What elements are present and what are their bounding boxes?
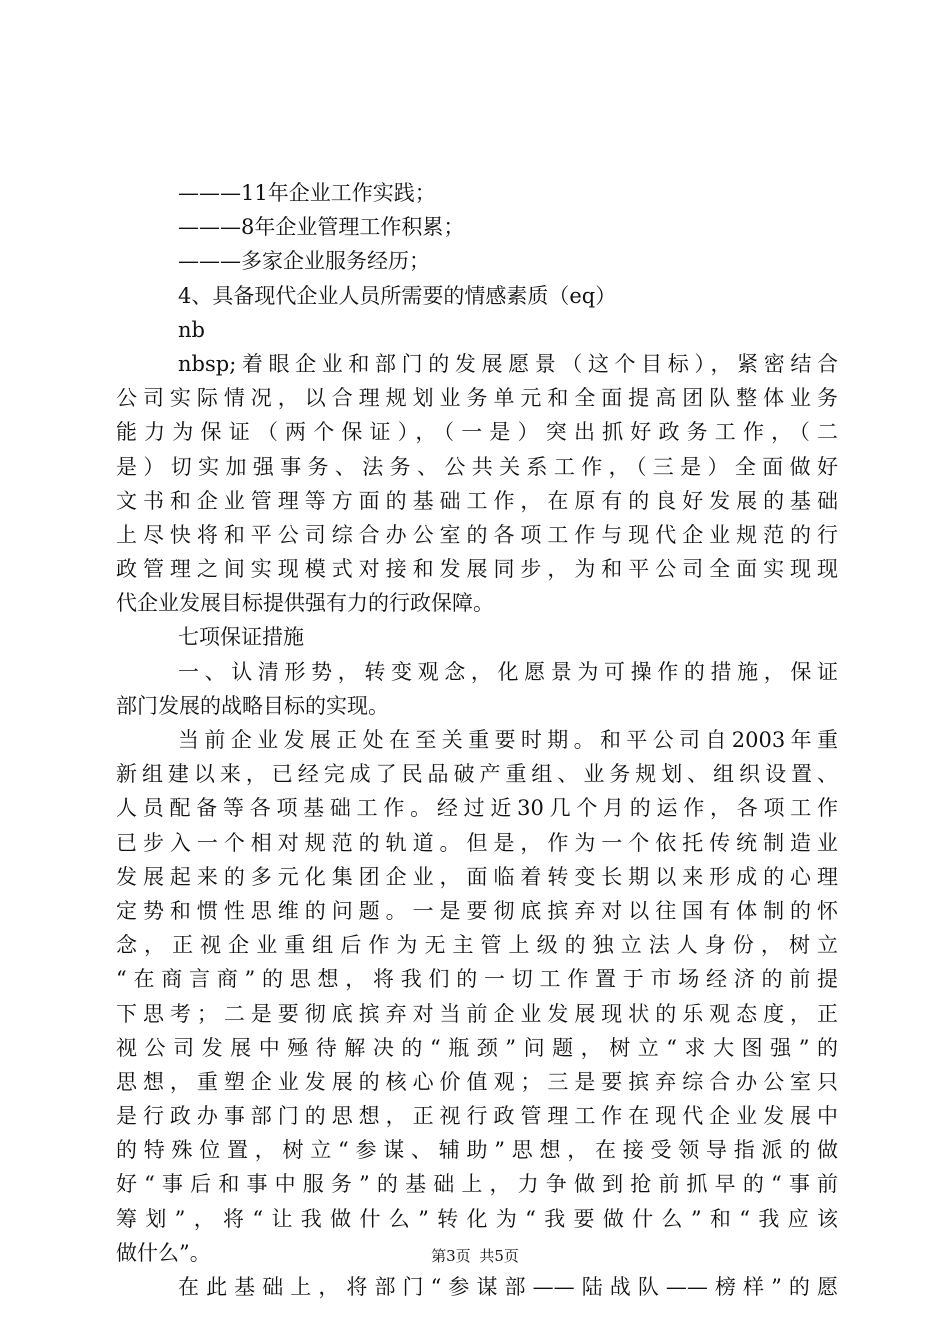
text-line: 人员配备等各项基础工作。经过近30几个月的运作，各项工作 (116, 796, 838, 821)
text-line: 是）切实加强事务、法务、公共关系工作，（三是）全面做好 (116, 454, 838, 479)
page-total: 共5页 (479, 1247, 519, 1265)
document-body (116, 176, 838, 1304)
text-line: 4、具备现代企业人员所需要的情感素质（eq） (178, 283, 617, 308)
text-line: ———11年企业工作实践； (178, 181, 436, 205)
text-line: 政管理之间实现模式对接和发展同步，为和平公司全面实现现 (116, 557, 838, 582)
text-line: 做什么”。 (116, 1240, 211, 1265)
page-number: 第3页 (431, 1247, 471, 1265)
text-line: 当前企业发展正处在至关重要时期。和平公司自2003年重 (178, 728, 838, 752)
text-line: 在此基础上，将部门“参谋部——陆战队——榜样”的愿 (178, 1275, 838, 1299)
text-line: ———8年企业管理工作积累； (178, 215, 465, 240)
text-line: 下思考；二是要彻底摈弃对当前企业发展现状的乐观态度，正 (116, 1001, 838, 1026)
text-line: 能力为保证（两个保证），（一是）突出抓好政务工作，（二 (116, 420, 838, 445)
text-line: 好“事后和事中服务”的基础上，力争做到抢前抓早的“事前 (116, 1172, 838, 1197)
text-line: 念，正视企业重组后作为无主管上级的独立法人身份，树立 (116, 933, 838, 958)
text-line: 的特殊位置，树立“参谋、辅助”思想，在接受领导指派的做 (116, 1138, 838, 1163)
text-line: 一、认清形势，转变观念，化愿景为可操作的措施，保证 (178, 659, 838, 684)
text-line: 思想，重塑企业发展的核心价值观；三是要摈弃综合办公室只 (116, 1069, 838, 1094)
text-line: nb (178, 317, 205, 342)
text-line: ———多家企业服务经历； (178, 249, 430, 274)
text-line: 新组建以来，已经完成了民品破产重组、业务规划、组织设置、 (116, 762, 838, 787)
text-line: 代企业发展目标提供强有力的行政保障。 (116, 591, 494, 616)
page-footer (0, 1244, 950, 1268)
text-line: “在商言商”的思想，将我们的一切工作置于市场经济的前提 (116, 967, 838, 992)
text-line: 上尽快将和平公司综合办公室的各项工作与现代企业规范的行 (116, 522, 838, 547)
text-line: 文书和企业管理等方面的基础工作，在原有的良好发展的基础 (116, 488, 838, 513)
text-line: 筹划”，将“让我做什么”转化为“我要做什么”和“我应该 (116, 1206, 838, 1231)
text-line: 是行政办事部门的思想，正视行政管理工作在现代企业发展中 (116, 1104, 838, 1129)
text-line: nbsp;着眼企业和部门的发展愿景（这个目标），紧密结合 (178, 351, 838, 376)
text-line: 视公司发展中殛待解决的“瓶颈”问题，树立“求大图强”的 (116, 1035, 838, 1060)
text-line: 发展起来的多元化集团企业，面临着转变长期以来形成的心理 (116, 864, 838, 889)
text-line: 公司实际情况，以合理规划业务单元和全面提高团队整体业务 (116, 386, 838, 411)
text-line: 七项保证措施 (178, 625, 304, 650)
text-line: 部门发展的战略目标的实现。 (116, 693, 389, 718)
text-line: 定势和惯性思维的问题。一是要彻底摈弃对以往国有体制的怀 (116, 898, 838, 923)
text-line: 已步入一个相对规范的轨道。但是，作为一个依托传统制造业 (116, 830, 838, 855)
